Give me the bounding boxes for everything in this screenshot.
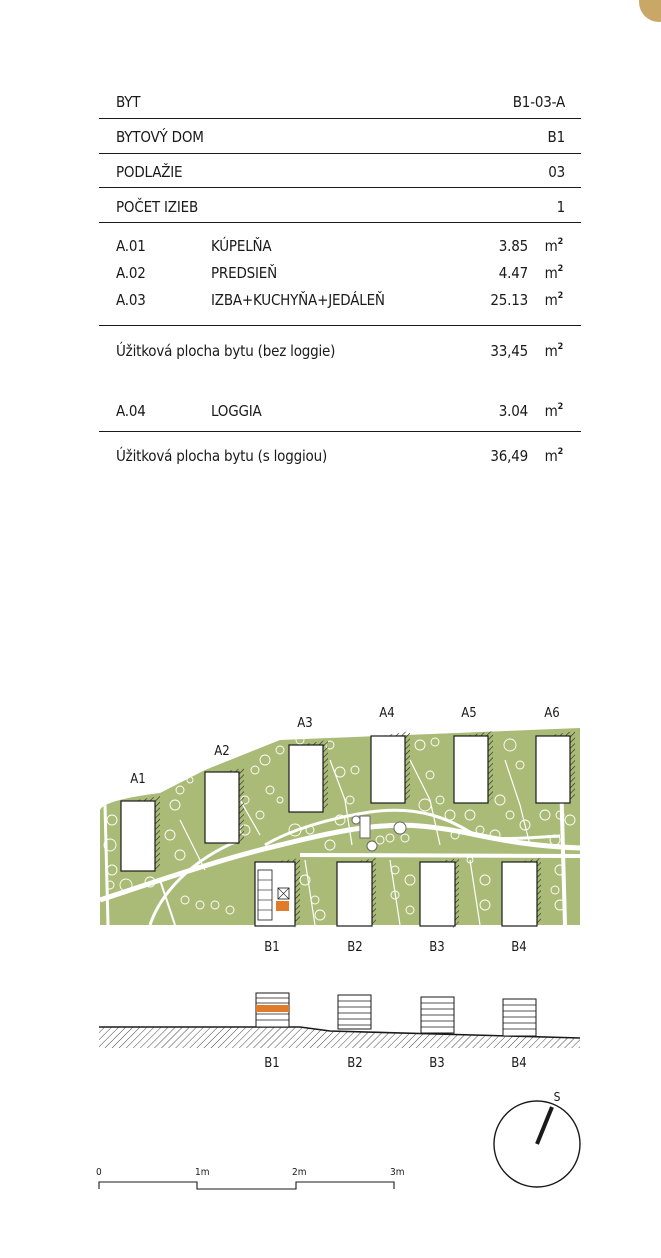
byt-value: B1-03-A bbox=[512, 93, 565, 111]
scale-tick-2m: 2m bbox=[292, 1167, 307, 1178]
total-no-loggia-label: Úžitková plocha bytu (bez loggie) bbox=[116, 342, 336, 360]
dom-value: B1 bbox=[547, 128, 565, 146]
total-no-loggia-unit: $m^2$ bbox=[544, 342, 563, 360]
compass-label: S bbox=[553, 1090, 561, 1104]
north-arrow-compass bbox=[494, 1090, 580, 1187]
building-a3 bbox=[289, 740, 328, 812]
room-name: KÚPELŇA bbox=[211, 237, 272, 255]
loggia-code: A.04 bbox=[116, 402, 146, 420]
section-label-b2: B2 bbox=[347, 1056, 363, 1071]
building-a2 bbox=[205, 768, 244, 846]
label-a4: A4 bbox=[379, 706, 395, 721]
loggia-unit: $m^2$ bbox=[544, 402, 563, 420]
scale-tick-3m: 3m bbox=[390, 1167, 405, 1178]
section-b2 bbox=[338, 995, 371, 1029]
building-a5 bbox=[454, 731, 493, 803]
room-unit: $m^2$ bbox=[544, 237, 563, 255]
scale-tick-0: 0 bbox=[96, 1167, 102, 1178]
building-a1 bbox=[121, 796, 160, 872]
label-b2: B2 bbox=[347, 940, 363, 955]
floor-value: 03 bbox=[548, 163, 565, 181]
building-b1 bbox=[255, 858, 300, 928]
label-a6: A6 bbox=[544, 706, 560, 721]
room-code: A.02 bbox=[116, 264, 146, 282]
scale-bar bbox=[96, 1167, 405, 1189]
highlighted-apartment bbox=[276, 901, 289, 911]
loggia-name: LOGGIA bbox=[211, 402, 262, 420]
section-label-b1: B1 bbox=[264, 1056, 280, 1071]
rooms-value: 1 bbox=[556, 198, 565, 216]
room-unit: $m^2$ bbox=[544, 264, 563, 282]
section-drawing bbox=[99, 993, 580, 1048]
room-area: 3.85 bbox=[498, 237, 528, 255]
byt-label: BYT bbox=[116, 93, 141, 111]
building-b4 bbox=[502, 858, 541, 928]
total-no-loggia-value: 33,45 bbox=[490, 342, 528, 360]
label-b3: B3 bbox=[429, 940, 445, 955]
rooms-label: POČET IZIEB bbox=[116, 198, 199, 216]
room-code: A.03 bbox=[116, 291, 146, 309]
building-a6 bbox=[536, 731, 575, 803]
section-b4 bbox=[503, 999, 536, 1036]
total-with-loggia-value: 36,49 bbox=[490, 447, 528, 465]
building-a4 bbox=[371, 731, 410, 803]
room-area: 25.13 bbox=[490, 291, 528, 309]
section-b3 bbox=[421, 997, 454, 1033]
section-b1 bbox=[256, 993, 289, 1027]
building-b3 bbox=[420, 858, 459, 928]
label-b4: B4 bbox=[511, 940, 527, 955]
label-a1: A1 bbox=[130, 772, 146, 787]
room-area: 4.47 bbox=[498, 264, 528, 282]
scale-tick-1m: 1m bbox=[195, 1167, 210, 1178]
building-b2 bbox=[337, 858, 376, 928]
section-label-b3: B3 bbox=[429, 1056, 445, 1071]
label-a3: A3 bbox=[297, 716, 313, 731]
floor-label: PODLAŽIE bbox=[116, 163, 183, 181]
label-a2: A2 bbox=[214, 744, 230, 759]
total-with-loggia-label: Úžitková plocha bytu (s loggiou) bbox=[116, 447, 328, 465]
dom-label: BYTOVÝ DOM bbox=[116, 128, 204, 146]
room-code: A.01 bbox=[116, 237, 146, 255]
total-with-loggia-unit: $m^2$ bbox=[544, 447, 563, 465]
section-label-b4: B4 bbox=[511, 1056, 527, 1071]
room-name: PREDSIEŇ bbox=[211, 264, 277, 282]
label-a5: A5 bbox=[461, 706, 477, 721]
label-b1: B1 bbox=[264, 940, 280, 955]
room-unit: $m^2$ bbox=[544, 291, 563, 309]
loggia-area: 3.04 bbox=[498, 402, 528, 420]
room-name: IZBA+KUCHYŇA+JEDÁLEŇ bbox=[211, 291, 385, 309]
